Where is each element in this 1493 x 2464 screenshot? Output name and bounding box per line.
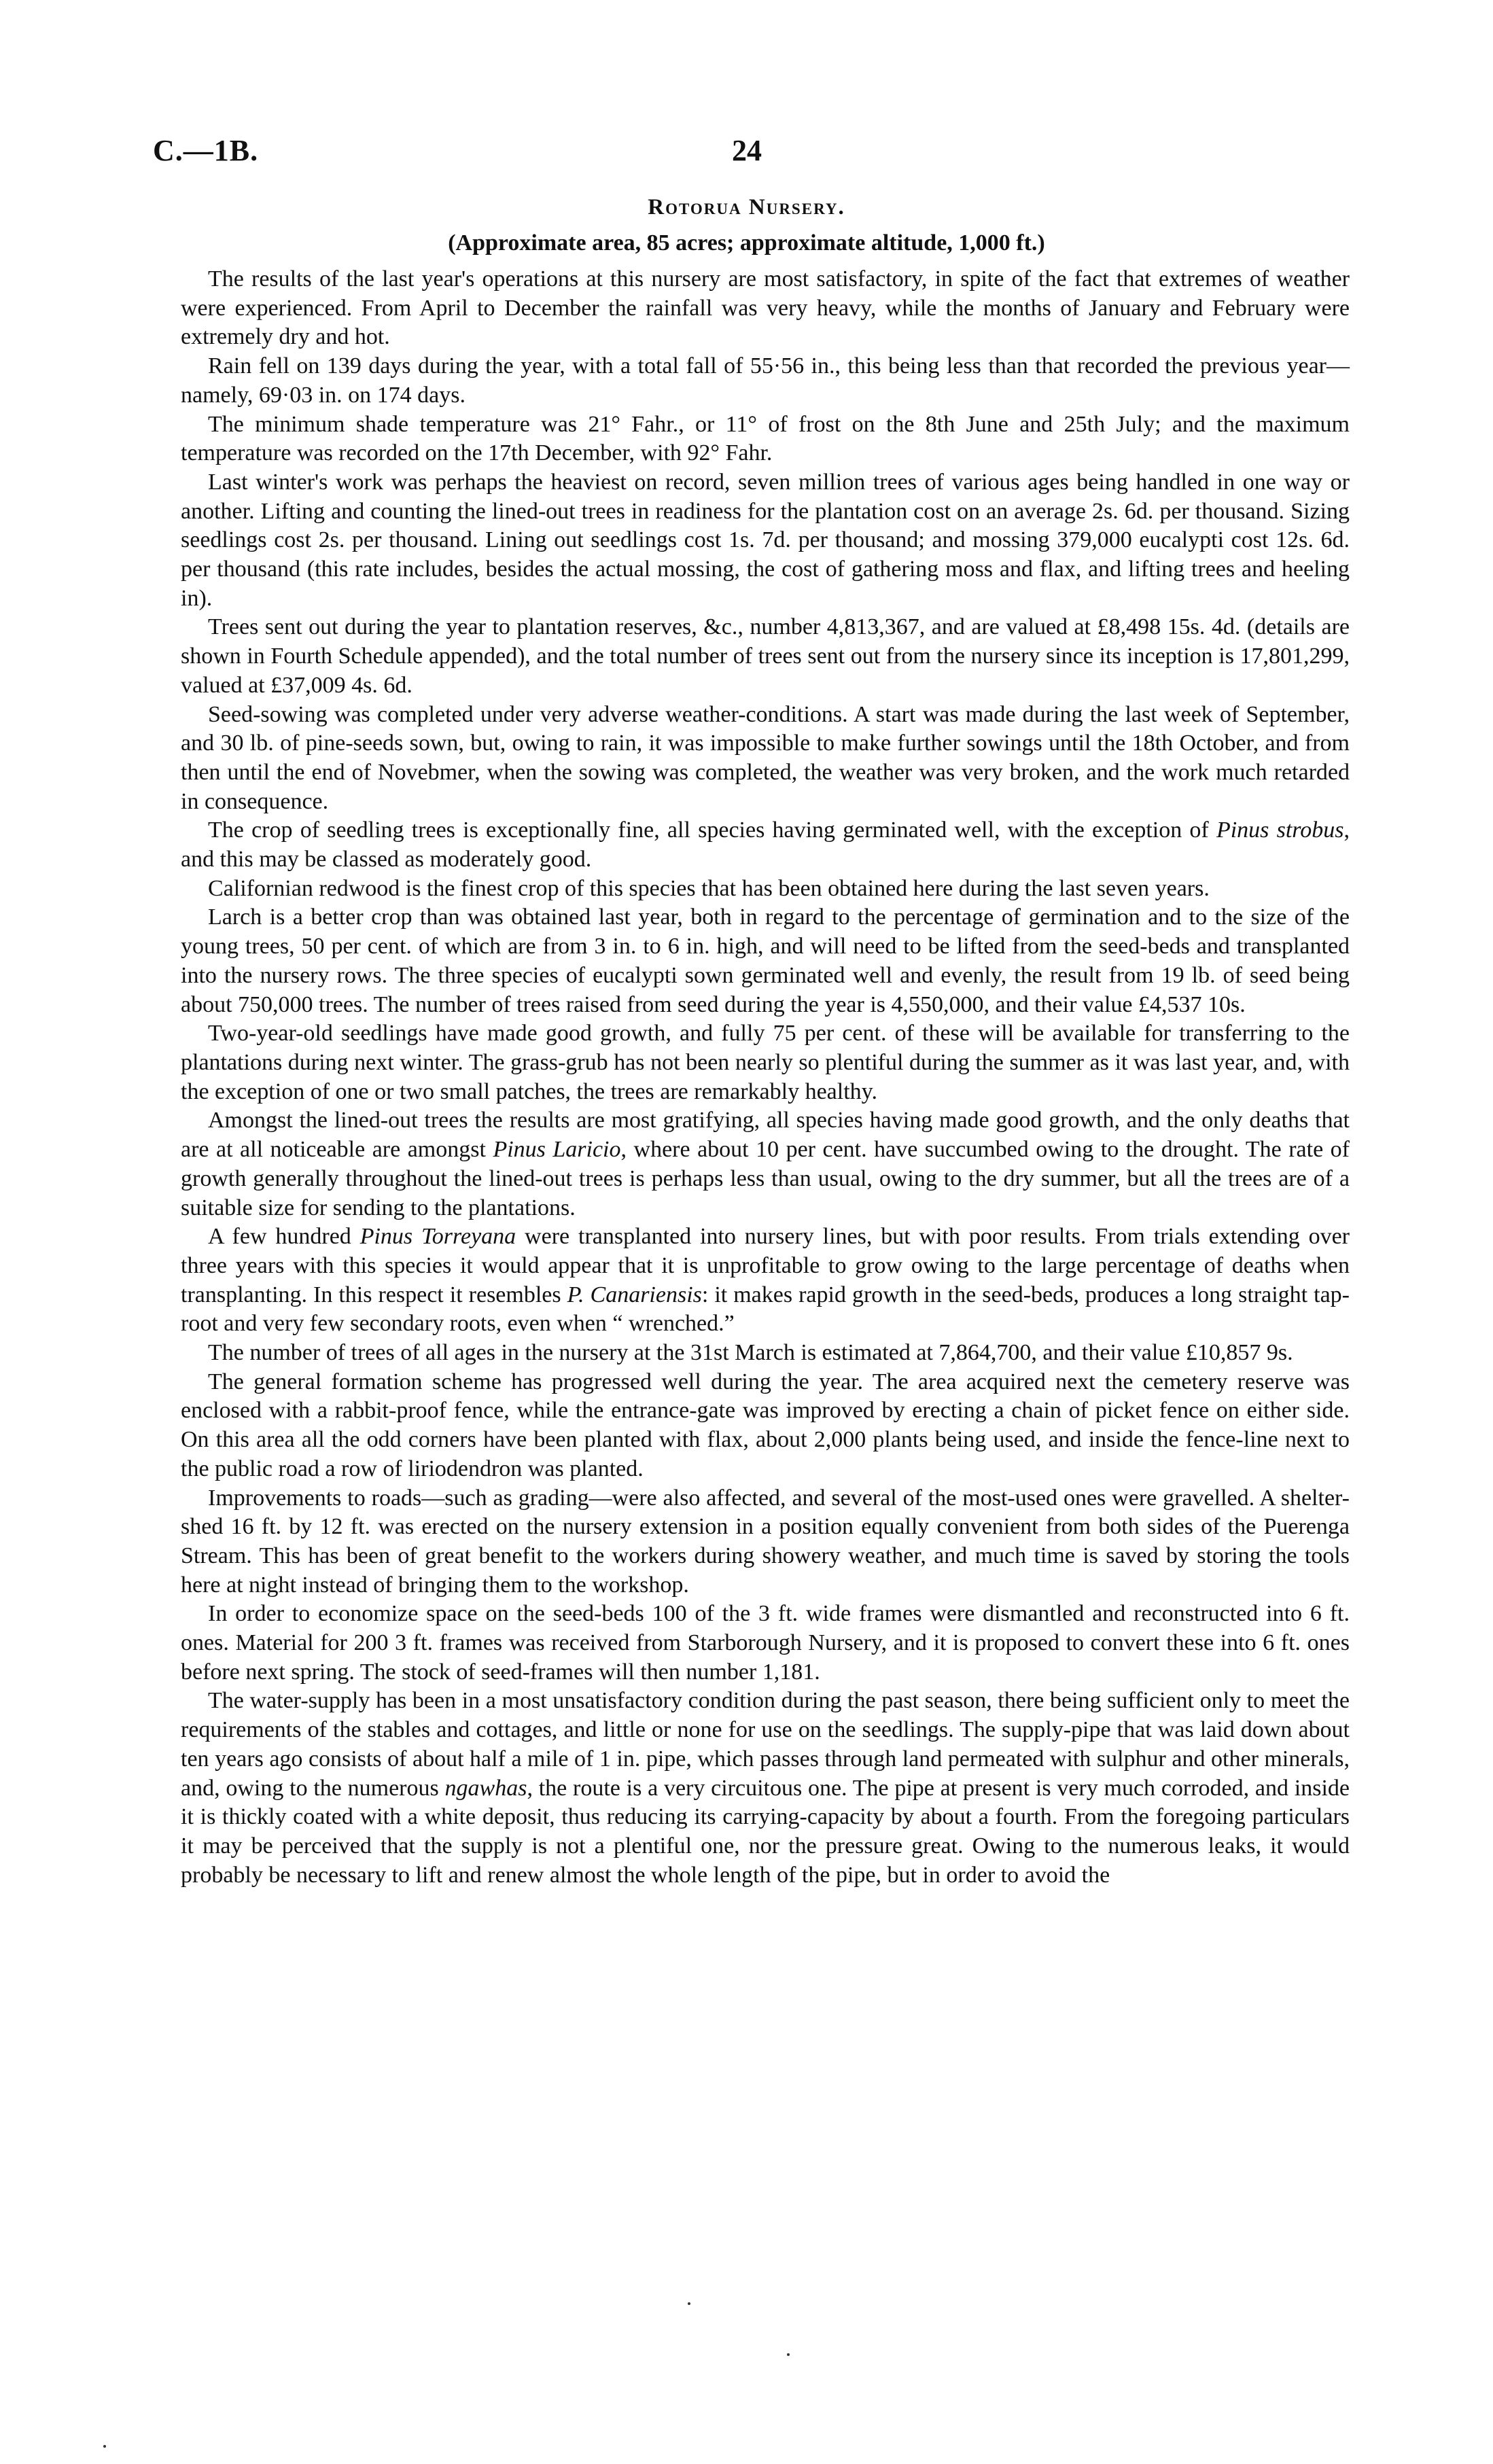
paragraph	[181, 903, 1350, 1019]
scan-speck	[103, 2445, 106, 2448]
italic-text: Pinus Laricio	[493, 1137, 621, 1163]
text-run: The number of trees of all ages in the nursery at the 31st March is estimated at 7,864,700, and their value £10,857 9s.	[208, 1340, 1293, 1366]
paragraph	[181, 613, 1350, 700]
paragraph	[181, 1339, 1350, 1368]
paragraph	[181, 1484, 1350, 1600]
paragraph	[181, 701, 1350, 817]
text-run: The minimum shade temperature was 21° Fahr., or 11° of frost on the 8th June and 25th July; and the maximum temperature was recorded on the 17th December, with 92° Fahr.	[181, 411, 1350, 466]
text-run: , the route is a very circuitous one. The pipe at present is very much corroded, and inside it is thickly coated with a white deposit, thus reducing its carrying-capacity by about a fourth. From the foregoing particulars it may be perceived that the supply is not a plentiful one, nor the pressure great. Owing to the numerous leaks, it would probably be necessary to lift and renew almost the whole length of the pipe, but in order to avoid the	[181, 1775, 1350, 1888]
italic-text: Pinus strobus	[1216, 817, 1344, 843]
paragraph	[181, 816, 1350, 874]
paragraph	[181, 875, 1350, 904]
page-number: 24	[732, 134, 762, 167]
body-text	[181, 265, 1350, 1890]
paragraph	[181, 1106, 1350, 1222]
text-run: Amongst the lined-out trees the results are most gratifying, all species having made good growth, and the only deaths that are at all noticeable are amongst	[181, 1108, 1350, 1163]
text-run: In order to economize space on the seed-beds 100 of the 3 ft. wide frames were dismantled and reconstructed into 6 ft. ones. Material for 200 3 ft. frames was received from Starborough Nursery, and it is proposed to convert these into 6 ft. ones before next spring. The stock of seed-frames will then number 1,181.	[181, 1601, 1350, 1685]
scan-speck	[787, 2353, 790, 2356]
italic-text: Pinus Torreyana	[359, 1224, 516, 1250]
paragraph	[181, 352, 1350, 410]
text-run: Trees sent out during the year to plantation reserves, &c., number 4,813,367, and are valued at £8,498 15s. 4d. (details are shown in Fourth Schedule appended), and the total number of trees sent out from the nursery since its inception is 17,801,299, valued at £37,009 4s. 6d.	[181, 614, 1350, 698]
scan-speck	[688, 2302, 690, 2305]
section-title: Rotorua Nursery.	[648, 195, 845, 219]
document-reference: C.—1B.	[153, 134, 259, 167]
paragraph	[181, 1019, 1350, 1106]
paragraph	[181, 265, 1350, 352]
paragraph	[181, 1222, 1350, 1339]
text-run: Two-year-old seedlings have made good growth, and fully 75 per cent. of these will be available for transferring to the plantations during next winter. The grass-grub has not been nearly so plentiful during the summer as it was last year, and, with the exception of one or two small patches, the trees are remarkably healthy.	[181, 1021, 1350, 1104]
text-run: were transplanted into nursery lines, but with poor results. From trials extending over three years with this species it would appear that it is unprofitable to grow owing to the large percentage of deaths when transplanting. In this respect it resembles	[181, 1224, 1350, 1307]
text-run: Californian redwood is the finest crop of this species that has been obtained here during the last seven years.	[208, 875, 1210, 901]
italic-text: ngawhas	[444, 1775, 527, 1801]
text-run: : it makes rapid growth in the seed-beds, produces a long straight tap-root and very few secondary roots, even when “ wrenched.”	[181, 1282, 1350, 1337]
text-run: The crop of seedling trees is exceptionally fine, all species having germinated well, with the exception of	[208, 817, 1216, 843]
text-run: Improvements to roads—such as grading—were also affected, and several of the most-used ones were gravelled. A shelter-shed 16 ft. by 12 ft. was erected on the nursery extension in a position equally convenient from both sides of the Puerenga Stream. This has been of great benefit to the workers during showery weather, and much time is saved by storing the tools here at night instead of bringing them to the workshop.	[181, 1485, 1350, 1598]
paragraph	[181, 410, 1350, 468]
section-subtitle: (Approximate area, 85 acres; approximate altitude, 1,000 ft.)	[448, 230, 1045, 256]
text-run: , where about 10 per cent. have succumbed owing to the drought. The rate of growth generally throughout the lined-out trees is perhaps less than usual, owing to the dry summer, but all the trees are of a suitable size for sending to the plantations.	[181, 1137, 1350, 1220]
italic-text: P. Canariensis	[567, 1282, 702, 1307]
text-run: Larch is a better crop than was obtained last year, both in regard to the percentage of germination and to the size of the young trees, 50 per cent. of which are from 3 in. to 6 in. high, and will need to be lifted from the seed-beds and transplanted into the nursery rows. The three species of eucalypti sown germinated well and evenly, the result from 19 lb. of seed being about 750,000 trees. The number of trees raised from seed during the year is 4,550,000, and their value £4,537 10s.	[181, 904, 1350, 1017]
text-run: A few hundred	[208, 1224, 360, 1250]
text-run: Last winter's work was perhaps the heaviest on record, seven million trees of various ages being handled in one way or another. Lifting and counting the lined-out trees in readiness for the plantation cost on an average 2s. 6d. per thousand. Sizing seedlings cost 2s. per thousand. Lining out seedlings cost 1s. 7d. per thousand; and mossing 379,000 eucalypti cost 12s. 6d. per thousand (this rate includes, besides the actual mossing, the cost of gathering moss and flax, and lifting trees and heeling in).	[181, 469, 1350, 611]
text-run: The water-supply has been in a most unsatisfactory condition during the past season, there being sufficient only to meet the requirements of the stables and cottages, and little or none for use on the seedlings. The supply-pipe that was laid down about ten years ago consists of about half a mile of 1 in. pipe, which passes through land permeated with sulphur and other minerals, and, owing to the numerous	[181, 1688, 1350, 1801]
text-run: , and this may be classed as moderately good.	[181, 817, 1350, 873]
paragraph	[181, 1600, 1350, 1687]
paragraph	[181, 1687, 1350, 1890]
text-run: Rain fell on 139 days during the year, with a total fall of 55·56 in., this being less than that recorded the previous year—namely, 69·03 in. on 174 days.	[181, 353, 1350, 408]
paragraph	[181, 1368, 1350, 1484]
text-run: The general formation scheme has progressed well during the year. The area acquired next the cemetery reserve was enclosed with a rabbit-proof fence, while the entrance-gate was improved by erecting a chain of picket fence on either side. On this area all the odd corners have been planted with flax, about 2,000 plants being used, and inside the fence-line next to the public road a row of liriodendron was planted.	[181, 1369, 1350, 1481]
paragraph	[181, 468, 1350, 614]
text-run: Seed-sowing was completed under very adverse weather-conditions. A start was made during the last week of September, and 30 lb. of pine-seeds sown, but, owing to rain, it was impossible to make further sowings until the 18th October, and from then until the end of Novebmer, when the sowing was completed, the weather was very broken, and the work much retarded in consequence.	[181, 701, 1350, 814]
text-run: The results of the last year's operations at this nursery are most satisfactory, in spite of the fact that extremes of weather were experienced. From April to December the rainfall was very heavy, while the months of January and February were extremely dry and hot.	[181, 266, 1350, 350]
